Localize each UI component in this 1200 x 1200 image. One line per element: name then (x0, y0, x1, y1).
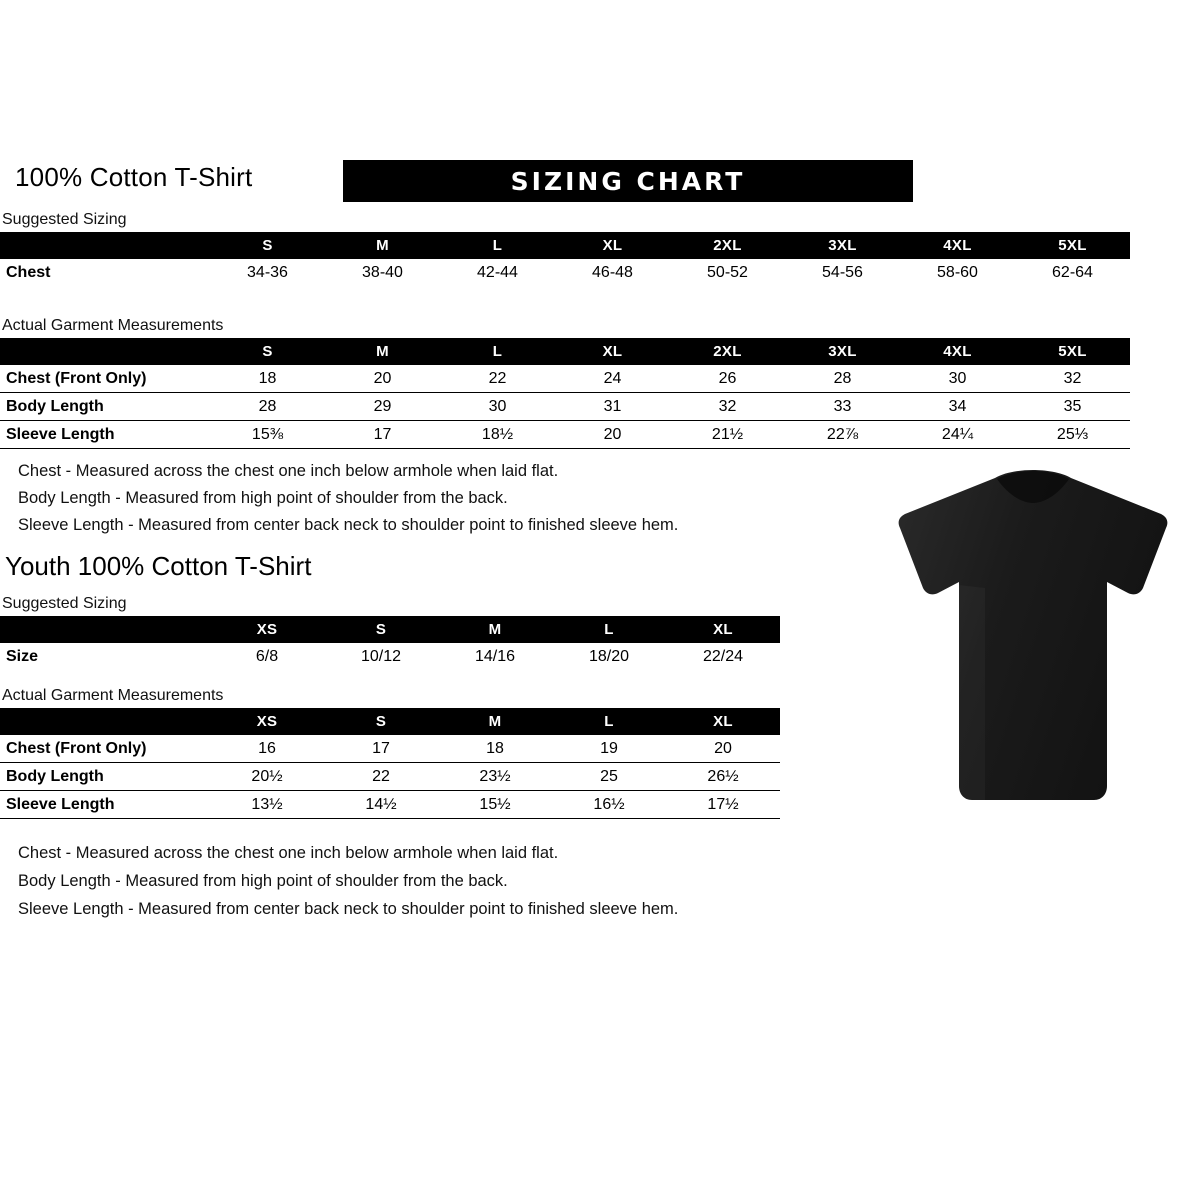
cell: 26½ (666, 763, 780, 791)
cell: 20½ (210, 763, 324, 791)
col-head-blank (0, 232, 210, 259)
adult-suggested-caption: Suggested Sizing (2, 211, 127, 228)
col-head-xl: XL (602, 237, 623, 254)
youth-suggested-sizing-table (0, 616, 780, 670)
cell: 6/8 (210, 643, 324, 670)
table-row (0, 365, 1130, 393)
col-head-blank (0, 708, 210, 735)
table-row (0, 643, 780, 670)
col-head-xs: XS (256, 713, 278, 730)
cell: 18 (438, 735, 552, 763)
col-head-2xl: 2XL (713, 237, 742, 254)
cell: 20 (555, 421, 670, 449)
cell: 14½ (324, 791, 438, 819)
table-header-row (0, 708, 780, 735)
cell: 54-56 (785, 259, 900, 286)
cell: 20 (666, 735, 780, 763)
cell: 15½ (438, 791, 552, 819)
sizing-chart-banner (343, 160, 913, 202)
cell: 18 (210, 365, 325, 393)
youth-garment-measurements-table (0, 708, 780, 819)
cell: 28 (210, 393, 325, 421)
adult-note-sleeve-length: Sleeve Length - Measured from center back neck to shoulder point to finished sleeve hem. (18, 516, 679, 534)
cell: 24 (555, 365, 670, 393)
youth-note-sleeve-length: Sleeve Length - Measured from center back neck to shoulder point to finished sleeve hem. (18, 900, 679, 918)
cell: 10/12 (324, 643, 438, 670)
col-head-3xl: 3XL (828, 237, 857, 254)
sizing-chart-banner-label: SIZING CHART (510, 167, 746, 196)
cell: 34 (900, 393, 1015, 421)
adult-suggested-sizing-table (0, 232, 1130, 286)
col-head-l: L (492, 237, 503, 254)
col-head-xl: XL (713, 713, 733, 730)
col-head-4xl: 4XL (943, 343, 972, 360)
col-head-xl: XL (602, 343, 623, 360)
cell: 18/20 (552, 643, 666, 670)
col-head-m: M (376, 237, 389, 254)
cell: 25⅓ (1015, 421, 1130, 449)
row-label-size: Size (0, 643, 210, 670)
page-title-adult: 100% Cotton T-Shirt (15, 162, 253, 192)
cell: 23½ (438, 763, 552, 791)
row-label-chest-front-only: Chest (Front Only) (0, 365, 210, 393)
adult-note-body-length: Body Length - Measured from high point of shoulder from the back. (18, 489, 508, 507)
cell: 30 (440, 393, 555, 421)
cell: 34-36 (210, 259, 325, 286)
table-header-row (0, 338, 1130, 365)
row-label-sleeve-length: Sleeve Length (0, 421, 210, 449)
cell: 32 (1015, 365, 1130, 393)
cell: 16½ (552, 791, 666, 819)
col-head-blank (0, 616, 210, 643)
row-label-chest: Chest (0, 259, 210, 286)
row-label-sleeve-length: Sleeve Length (0, 791, 210, 819)
cell: 22 (324, 763, 438, 791)
table-row (0, 735, 780, 763)
adult-garment-measurements-table (0, 338, 1130, 449)
col-head-2xl: 2XL (713, 343, 742, 360)
col-head-s: S (375, 713, 387, 730)
table-row (0, 763, 780, 791)
cell: 17 (325, 421, 440, 449)
cell: 38-40 (325, 259, 440, 286)
col-head-5xl: 5XL (1058, 343, 1087, 360)
col-head-s: S (262, 343, 273, 360)
cell: 18½ (440, 421, 555, 449)
cell: 62-64 (1015, 259, 1130, 286)
cell: 26 (670, 365, 785, 393)
cell: 35 (1015, 393, 1130, 421)
youth-garment-caption: Actual Garment Measurements (2, 687, 224, 704)
col-head-4xl: 4XL (943, 237, 972, 254)
cell: 17 (324, 735, 438, 763)
cell: 30 (900, 365, 1015, 393)
table-row (0, 421, 1130, 449)
page-title-youth: Youth 100% Cotton T-Shirt (5, 551, 312, 581)
cell: 21½ (670, 421, 785, 449)
cell: 46-48 (555, 259, 670, 286)
adult-note-chest: Chest - Measured across the chest one inch below armhole when laid flat. (18, 462, 559, 480)
cell: 25 (552, 763, 666, 791)
col-head-xl: XL (713, 621, 733, 638)
cell: 20 (325, 365, 440, 393)
cell: 42-44 (440, 259, 555, 286)
table-row (0, 393, 1130, 421)
cell: 19 (552, 735, 666, 763)
cell: 58-60 (900, 259, 1015, 286)
row-label-body-length: Body Length (0, 763, 210, 791)
youth-suggested-caption: Suggested Sizing (2, 595, 127, 612)
table-header-row (0, 616, 780, 643)
cell: 29 (325, 393, 440, 421)
col-head-m: M (488, 713, 502, 730)
cell: 31 (555, 393, 670, 421)
col-head-m: M (376, 343, 389, 360)
cell: 22/24 (666, 643, 780, 670)
cell: 24¼ (900, 421, 1015, 449)
cell: 14/16 (438, 643, 552, 670)
youth-note-body-length: Body Length - Measured from high point of shoulder from the back. (18, 872, 508, 890)
cell: 22 (440, 365, 555, 393)
header-row (10, 160, 1190, 202)
cell: 22⅞ (785, 421, 900, 449)
youth-note-chest: Chest - Measured across the chest one inch below armhole when laid flat. (18, 844, 559, 862)
col-head-l: L (492, 343, 503, 360)
cell: 13½ (210, 791, 324, 819)
cell: 33 (785, 393, 900, 421)
col-head-blank (0, 338, 210, 365)
cell: 16 (210, 735, 324, 763)
col-head-l: L (604, 713, 614, 730)
row-label-chest-front-only: Chest (Front Only) (0, 735, 210, 763)
col-head-l: L (604, 621, 614, 638)
table-row (0, 259, 1130, 286)
col-head-3xl: 3XL (828, 343, 857, 360)
table-header-row (0, 232, 1130, 259)
row-label-body-length: Body Length (0, 393, 210, 421)
t-shirt-illustration (893, 470, 1173, 810)
col-head-s: S (375, 621, 387, 638)
col-head-5xl: 5XL (1058, 237, 1087, 254)
table-row (0, 791, 780, 819)
cell: 50-52 (670, 259, 785, 286)
cell: 15⅜ (210, 421, 325, 449)
cell: 28 (785, 365, 900, 393)
adult-garment-caption: Actual Garment Measurements (2, 317, 224, 334)
col-head-s: S (262, 237, 273, 254)
cell: 17½ (666, 791, 780, 819)
cell: 32 (670, 393, 785, 421)
col-head-xs: XS (256, 621, 278, 638)
col-head-m: M (488, 621, 502, 638)
